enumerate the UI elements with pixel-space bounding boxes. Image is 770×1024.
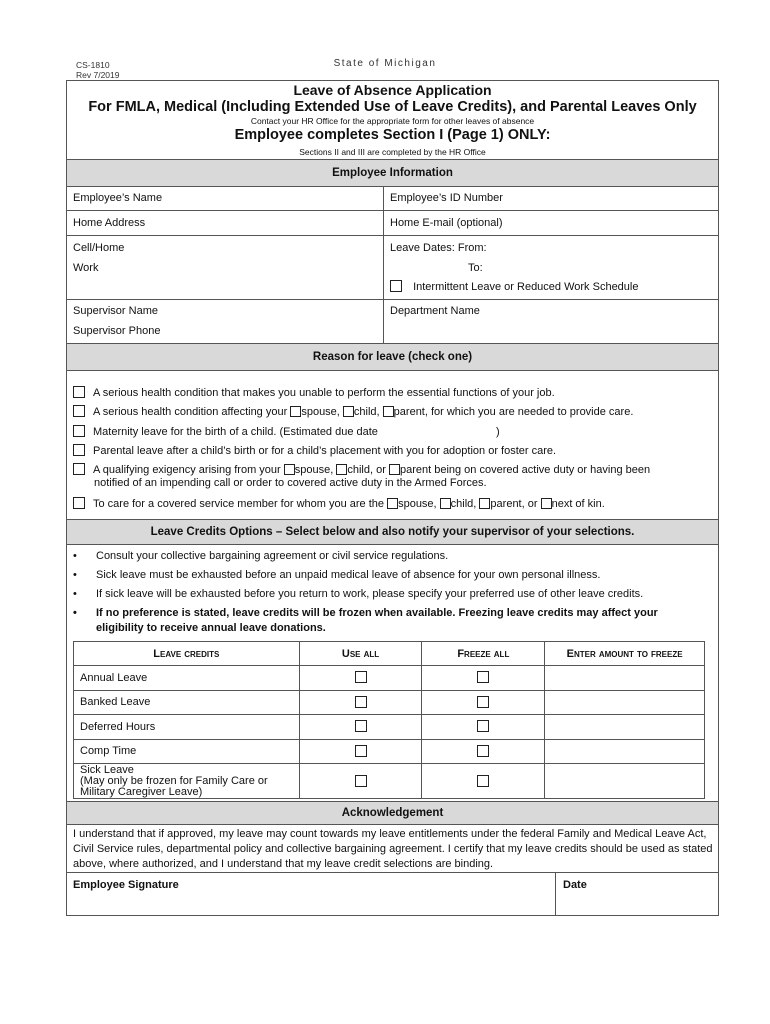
intermittent-checkbox[interactable] xyxy=(390,280,402,292)
reason-option-own-health[interactable] xyxy=(73,386,555,399)
intermittent-option[interactable] xyxy=(390,280,638,293)
parental-label: Parental leave after a child’s birth or for a child’s placement with you for adoption or foster care. xyxy=(93,445,557,457)
use-all-cell[interactable] xyxy=(299,715,422,740)
credit-type: Banked Leave xyxy=(74,690,300,715)
exigency-continuation: notified of an impending call or order to covered active duty in the Armed Forces. xyxy=(94,477,487,489)
row-divider xyxy=(67,872,718,873)
acknowledgement-heading: Acknowledgement xyxy=(67,801,718,825)
family-health-checkbox[interactable] xyxy=(73,405,85,417)
freeze-all-cell[interactable] xyxy=(422,715,545,740)
employee-id-label: Employee’s ID Number xyxy=(390,192,503,204)
amount-to-freeze-field[interactable] xyxy=(545,666,705,691)
sm-parent-label: parent, or xyxy=(490,498,538,510)
sm-spouse-label: spouse, xyxy=(398,498,437,510)
date-field[interactable]: Date xyxy=(563,879,587,891)
employee-info-heading: Employee Information xyxy=(67,159,718,187)
state-heading: State of Michigan xyxy=(333,58,437,69)
table-row xyxy=(74,764,705,799)
section-instruction: Employee completes Section I (Page 1) ONLY: xyxy=(234,127,551,143)
use-all-checkbox[interactable] xyxy=(355,720,367,732)
use-all-checkbox[interactable] xyxy=(355,671,367,683)
credit-type: Comp Time xyxy=(74,739,300,764)
table-row xyxy=(74,739,705,764)
sm-spouse-checkbox[interactable] xyxy=(387,498,398,509)
freeze-all-checkbox[interactable] xyxy=(477,720,489,732)
use-all-checkbox[interactable] xyxy=(355,775,367,787)
credits-bullet xyxy=(73,588,643,600)
supervisor-name-label: Supervisor Name xyxy=(73,305,158,317)
sick-leave-note: (May only be frozen for Family Care or xyxy=(80,775,268,787)
leave-credits-table xyxy=(73,641,705,799)
sick-leave-label: Sick Leave xyxy=(80,764,134,776)
credits-bullet-text: If no preference is stated, leave credits will be frozen when available. Freezing leave credits may affect your xyxy=(96,607,658,619)
leave-dates-from-label: Leave Dates: From: xyxy=(390,242,487,254)
freeze-all-checkbox[interactable] xyxy=(477,671,489,683)
intermittent-label: Intermittent Leave or Reduced Work Schedule xyxy=(413,281,639,293)
sm-child-label: child, xyxy=(450,498,477,510)
freeze-all-cell[interactable] xyxy=(422,666,545,691)
department-label: Department Name xyxy=(390,305,480,317)
bullet-glyph: • xyxy=(73,588,77,600)
credits-bullet xyxy=(73,607,658,619)
reason-option-service-member[interactable] xyxy=(73,497,605,510)
form-body xyxy=(66,80,719,916)
amount-to-freeze-field[interactable] xyxy=(545,764,705,799)
amount-to-freeze-field[interactable] xyxy=(545,715,705,740)
cell-home-label: Cell/Home xyxy=(73,242,125,254)
sm-next-of-kin-checkbox[interactable] xyxy=(541,498,552,509)
exigency-label: A qualifying exigency arising from your xyxy=(93,464,281,476)
family-health-label: A serious health condition affecting your xyxy=(93,406,288,418)
use-all-checkbox[interactable] xyxy=(355,696,367,708)
freeze-all-checkbox[interactable] xyxy=(477,775,489,787)
sm-child-checkbox[interactable] xyxy=(440,498,451,509)
parent-checkbox[interactable] xyxy=(383,406,394,417)
use-all-checkbox[interactable] xyxy=(355,745,367,757)
form-code: CS-1810 xyxy=(76,60,110,70)
maternity-label: Maternity leave for the birth of a child. (Estimated due date xyxy=(93,426,378,438)
row-divider xyxy=(67,210,718,211)
home-email-label: Home E-mail (optional) xyxy=(390,217,503,229)
exigency-parent-label: parent being on covered active duty or having been xyxy=(399,464,651,476)
col-amount-to-freeze: Enter amount to freeze xyxy=(545,642,705,666)
sm-parent-checkbox[interactable] xyxy=(479,498,490,509)
home-address-label: Home Address xyxy=(73,217,146,229)
employee-name-label: Employee’s Name xyxy=(73,192,163,204)
reason-option-exigency[interactable] xyxy=(73,463,650,476)
parental-checkbox[interactable] xyxy=(73,444,85,456)
form-revision: Rev 7/2019 xyxy=(76,70,120,80)
sm-next-of-kin-label: next of kin. xyxy=(551,498,605,510)
acknowledgement-text: I understand that if approved, my leave may count towards my leave entitlements under the federal Family and Medical Leave Act, Civil Service rules, departmental policy and collective bargaining agreement. I certify that my leave credits should be used as stated above, where authorized, and I understand that my leave credit selections are binding. xyxy=(73,828,713,870)
use-all-cell[interactable] xyxy=(299,690,422,715)
amount-to-freeze-field[interactable] xyxy=(545,739,705,764)
own-health-checkbox[interactable] xyxy=(73,386,85,398)
exigency-child-checkbox[interactable] xyxy=(336,464,347,475)
credits-bullet-continuation: eligibility to receive annual leave donations. xyxy=(96,622,326,634)
parent-label: parent, for which you are needed to provide care. xyxy=(393,406,634,418)
col-freeze-all: Freeze all xyxy=(422,642,545,666)
table-row xyxy=(74,690,705,715)
contact-note: Contact your HR Office for the appropriate form for other leaves of absence xyxy=(250,116,535,126)
table-row xyxy=(74,715,705,740)
child-label: child, xyxy=(353,406,380,418)
exigency-checkbox[interactable] xyxy=(73,463,85,475)
sick-leave-note: Military Caregiver Leave) xyxy=(80,786,203,798)
reason-option-family-health[interactable] xyxy=(73,405,633,418)
col-leave-credits: Leave credits xyxy=(74,642,300,666)
credits-bullet-text: If sick leave will be exhausted before you return to work, please specify your preferred use of other leave credits. xyxy=(96,588,644,600)
form-subtitle: For FMLA, Medical (Including Extended Use of Leave Credits), and Parental Leaves Only xyxy=(88,99,697,115)
own-health-label: A serious health condition that makes you unable to perform the essential functions of your job. xyxy=(93,387,555,399)
exigency-child-label: child, or xyxy=(347,464,386,476)
child-checkbox[interactable] xyxy=(343,406,354,417)
work-phone-label: Work xyxy=(73,262,99,274)
sections-note: Sections II and III are completed by the HR Office xyxy=(299,147,486,157)
credits-bullet xyxy=(73,550,448,562)
leave-dates-to-label: To: xyxy=(468,262,483,274)
service-member-label: To care for a covered service member for whom you are the xyxy=(93,498,385,510)
form-title: Leave of Absence Application xyxy=(293,82,492,98)
exigency-spouse-checkbox[interactable] xyxy=(284,464,295,475)
use-all-cell[interactable] xyxy=(299,739,422,764)
col-use-all: Use all xyxy=(299,642,422,666)
supervisor-phone-label: Supervisor Phone xyxy=(73,325,161,337)
freeze-all-cell[interactable] xyxy=(422,739,545,764)
freeze-all-checkbox[interactable] xyxy=(477,696,489,708)
freeze-all-checkbox[interactable] xyxy=(477,745,489,757)
spouse-checkbox[interactable] xyxy=(290,406,301,417)
bullet-glyph: • xyxy=(73,607,77,619)
reason-heading: Reason for leave (check one) xyxy=(67,343,718,371)
row-divider xyxy=(67,299,718,300)
use-all-cell[interactable] xyxy=(299,764,422,799)
service-member-checkbox[interactable] xyxy=(73,497,85,509)
exigency-spouse-label: spouse, xyxy=(294,464,334,476)
leave-credits-heading: Leave Credits Options – Select below and also notify your supervisor of your selections. xyxy=(67,519,718,545)
maternity-checkbox[interactable] xyxy=(73,425,85,437)
bullet-glyph: • xyxy=(73,569,77,581)
bullet-glyph: • xyxy=(73,550,77,562)
table-header-row xyxy=(74,642,705,666)
credits-bullet-text: Sick leave must be exhausted before an unpaid medical leave of absence for your own personal illness. xyxy=(96,569,601,581)
row-divider xyxy=(67,235,718,236)
freeze-all-cell[interactable] xyxy=(422,764,545,799)
reason-option-maternity[interactable] xyxy=(73,425,500,438)
credit-type: Deferred Hours xyxy=(74,715,300,740)
credit-type-sick-leave xyxy=(74,764,300,799)
maternity-close-paren: ) xyxy=(495,426,500,438)
spouse-label: spouse, xyxy=(301,406,340,418)
exigency-parent-checkbox[interactable] xyxy=(389,464,400,475)
table-row xyxy=(74,666,705,691)
freeze-all-cell[interactable] xyxy=(422,690,545,715)
employee-signature-field[interactable]: Employee Signature xyxy=(73,879,179,891)
signature-divider xyxy=(555,872,556,915)
use-all-cell[interactable] xyxy=(299,666,422,691)
credits-bullet xyxy=(73,569,600,581)
credits-bullet-text: Consult your collective bargaining agreement or civil service regulations. xyxy=(96,550,449,562)
credit-type: Annual Leave xyxy=(74,666,300,691)
amount-to-freeze-field[interactable] xyxy=(545,690,705,715)
reason-option-parental[interactable] xyxy=(73,444,556,457)
